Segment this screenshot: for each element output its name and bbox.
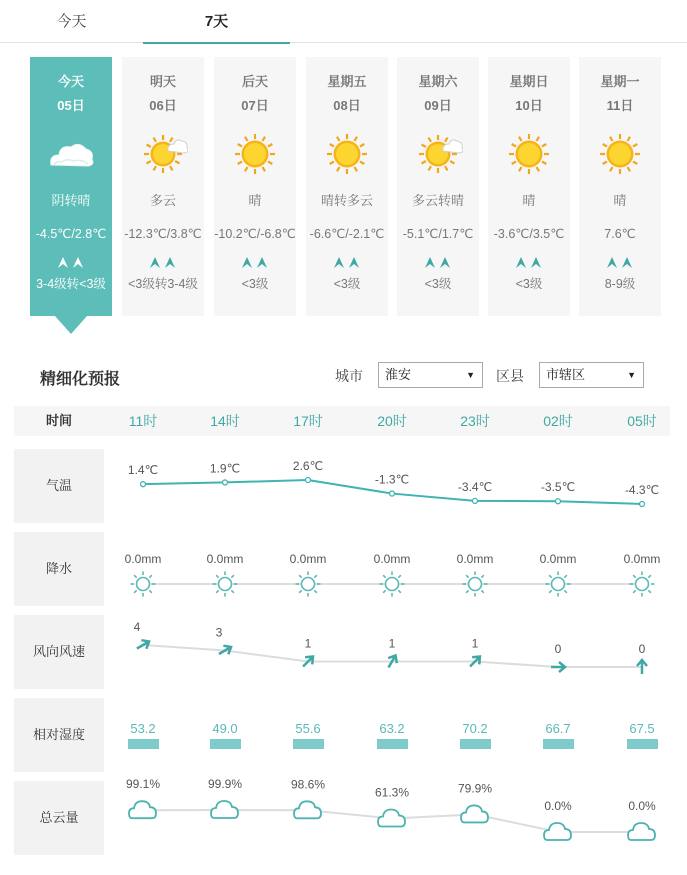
humidity-value: 53.2 <box>130 721 156 736</box>
humidity-value: 49.0 <box>212 721 238 736</box>
day-name: 星期日 <box>509 74 549 89</box>
sun-outline-icon <box>213 572 238 597</box>
humidity-bar <box>293 739 324 749</box>
weather-description: 多云 <box>149 193 176 208</box>
temperature-value: -3.5℃ <box>540 480 576 495</box>
temperature-range: -3.6℃/3.5℃ <box>493 227 565 241</box>
cloud-outline-icon <box>211 801 238 818</box>
day-date: 07日 <box>241 98 269 113</box>
weather-description: 阴转晴 <box>51 193 91 208</box>
trend-line <box>143 480 642 504</box>
sun-outline-icon <box>546 572 571 597</box>
county-select[interactable] <box>539 362 644 388</box>
wind-arrow-icon <box>216 643 233 659</box>
wind-arrow-icon <box>551 662 565 672</box>
sun-outline-icon <box>380 572 405 597</box>
cloud-cover-value: 0.0% <box>544 799 572 813</box>
wind-level: <3级 <box>424 277 452 291</box>
city-label: 城市 <box>335 368 363 384</box>
partly-cloudy-icon <box>138 129 188 179</box>
wind-speed-value: 1 <box>471 636 479 651</box>
cloud-outline-icon <box>628 823 655 840</box>
day-card[interactable] <box>30 57 112 316</box>
humidity-value: 66.7 <box>545 721 571 736</box>
wind-direction <box>122 256 204 270</box>
wind-direction <box>306 256 388 270</box>
time-cell: 23时 <box>460 413 490 429</box>
day-name: 星期一 <box>600 74 640 89</box>
humidity-bar <box>210 739 241 749</box>
day-date: 06日 <box>149 98 177 113</box>
precipitation-value: 0.0mm <box>124 552 162 566</box>
wind-direction <box>214 256 296 270</box>
sun-icon <box>322 129 372 179</box>
wind-arrow-icon <box>134 637 151 653</box>
wind-direction-icon <box>332 256 362 270</box>
wind-direction-icon <box>423 256 453 270</box>
precipitation-value: 0.0mm <box>206 552 244 566</box>
temperature-range: -12.3℃/3.8℃ <box>124 227 202 241</box>
cloud-cover-value: 99.9% <box>207 777 243 792</box>
county-select-value: 市辖区 <box>546 367 586 382</box>
day-date: 05日 <box>57 98 85 113</box>
time-cell: 02时 <box>543 413 573 429</box>
partly-cloudy-icon <box>413 129 463 179</box>
temperature-value: -1.3℃ <box>374 472 410 487</box>
time-header-label: 时间 <box>45 413 72 428</box>
time-cell: 11时 <box>128 413 158 429</box>
city-select[interactable] <box>378 362 483 388</box>
fine-forecast-title: 精细化预报 <box>40 371 121 388</box>
temperature-value: 1.9℃ <box>209 461 241 476</box>
day-name: 星期五 <box>327 74 367 89</box>
sun-icon <box>230 129 280 179</box>
wind-speed-value: 3 <box>215 625 223 640</box>
sun-outline-icon <box>131 572 156 597</box>
cloud-cover-value: 79.9% <box>457 781 493 796</box>
humidity-value: 55.6 <box>295 721 321 736</box>
cloud-outline-icon <box>129 801 156 818</box>
precipitation-value: 0.0mm <box>623 552 661 566</box>
wind-direction-icon <box>605 256 635 270</box>
temperature-range: 7.6℃ <box>604 227 636 241</box>
wind-speed-value: 4 <box>133 620 141 634</box>
weather-icon <box>230 129 280 179</box>
weather-description: 晴转多云 <box>320 193 373 208</box>
cloud-outline-icon <box>378 810 405 827</box>
weather-icon <box>504 129 554 179</box>
wind-direction <box>397 256 479 270</box>
cloud-cover-value: 0.0% <box>628 799 656 813</box>
row-label-temperature: 气温 <box>14 449 104 523</box>
trend-line <box>143 810 642 832</box>
humidity-value: 70.2 <box>462 721 488 736</box>
sun-outline-icon <box>463 572 488 597</box>
weather-description: 晴 <box>613 193 627 208</box>
day-card[interactable] <box>579 57 661 316</box>
weather-icon <box>413 129 463 179</box>
weather-description: 多云转晴 <box>411 193 464 208</box>
time-cell: 05时 <box>627 413 657 429</box>
row-label-cloud: 总云量 <box>14 781 104 855</box>
weather-icon <box>138 129 188 179</box>
wind-level: <3级转3-4级 <box>128 277 198 291</box>
sun-outline-icon <box>630 572 655 597</box>
temperature-point <box>223 480 228 485</box>
humidity-bar <box>128 739 159 749</box>
trend-line <box>143 645 642 667</box>
temperature-point <box>390 491 395 496</box>
city-select-value: 淮安 <box>385 367 412 382</box>
day-card[interactable] <box>122 57 204 316</box>
humidity-value: 63.2 <box>379 721 405 736</box>
temperature-point <box>640 502 645 507</box>
day-date: 11日 <box>606 98 634 113</box>
county-label: 区县 <box>496 368 524 384</box>
dropdown-caret-icon: ▼ <box>466 370 475 380</box>
precipitation-value: 0.0mm <box>289 552 327 566</box>
temperature-value: -3.4℃ <box>457 479 493 494</box>
day-card[interactable] <box>397 57 479 316</box>
row-label-precipitation: 降水 <box>14 532 104 606</box>
day-card[interactable] <box>214 57 296 316</box>
temperature-range: -4.5℃/2.8℃ <box>35 227 107 241</box>
cloud-outline-icon <box>461 805 488 822</box>
weather-icon <box>46 129 96 179</box>
sun-outline-icon <box>296 572 321 597</box>
day-date: 09日 <box>424 98 452 113</box>
forecast-tabs <box>0 0 687 43</box>
wind-direction-icon <box>240 256 270 270</box>
temperature-range: -10.2℃/-6.8℃ <box>214 227 296 241</box>
wind-arrow-icon <box>467 653 484 670</box>
weather-description: 晴 <box>522 193 536 208</box>
wind-level: 3-4级转<3级 <box>36 277 106 291</box>
temperature-value: 1.4℃ <box>127 463 159 478</box>
temperature-point <box>306 478 311 483</box>
day-card[interactable] <box>488 57 570 316</box>
temperature-range: -6.6℃/-2.1℃ <box>309 227 385 241</box>
cloud-cover-value: 99.1% <box>125 777 161 792</box>
temperature-value: -4.3℃ <box>624 483 660 497</box>
sun-icon <box>595 129 645 179</box>
day-name: 后天 <box>241 74 268 89</box>
dropdown-caret-icon: ▼ <box>627 370 636 380</box>
sun-icon <box>504 129 554 179</box>
wind-level: <3级 <box>515 277 543 291</box>
day-date: 10日 <box>515 98 543 113</box>
wind-speed-value: 1 <box>304 636 312 651</box>
weather-icon <box>322 129 372 179</box>
weather-icon <box>595 129 645 179</box>
temperature-point <box>473 498 478 503</box>
wind-level: <3级 <box>333 277 361 291</box>
day-name: 今天 <box>57 74 84 89</box>
wind-direction <box>488 256 570 270</box>
tab-7-day[interactable]: 7天 <box>143 0 290 43</box>
wind-direction <box>579 256 661 270</box>
wind-direction-icon <box>148 256 178 270</box>
wind-direction-icon <box>56 256 86 270</box>
precipitation-value: 0.0mm <box>539 552 577 566</box>
cloud-cover-value: 98.6% <box>290 777 326 792</box>
cloud-icon <box>46 129 96 179</box>
wind-speed-value: 0 <box>554 642 562 656</box>
humidity-bar <box>377 739 408 749</box>
row-label-wind: 风向风速 <box>14 615 104 689</box>
wind-speed-value: 1 <box>388 636 396 651</box>
cloud-outline-icon <box>294 801 321 818</box>
daily-forecast-list <box>30 57 670 337</box>
wind-arrow-icon <box>384 653 400 670</box>
wind-direction-icon <box>514 256 544 270</box>
wind-level: 8-9级 <box>604 277 636 291</box>
day-name: 明天 <box>149 74 176 89</box>
humidity-bar <box>543 739 574 749</box>
cloud-outline-icon <box>544 823 571 840</box>
wind-direction <box>30 256 112 270</box>
time-header-row <box>14 406 670 436</box>
day-name: 星期六 <box>418 74 458 89</box>
day-date: 08日 <box>333 98 361 113</box>
weather-description: 晴 <box>248 193 262 208</box>
tab-today[interactable]: 今天 <box>56 13 87 30</box>
precipitation-value: 0.0mm <box>456 552 494 566</box>
humidity-bar <box>627 739 658 749</box>
humidity-value: 67.5 <box>629 721 655 736</box>
temperature-point <box>141 482 146 487</box>
wind-arrow-icon <box>637 660 647 674</box>
time-cell: 17时 <box>293 413 323 429</box>
wind-speed-value: 0 <box>638 642 646 656</box>
row-label-humidity: 相对湿度 <box>14 698 104 772</box>
time-cell: 14时 <box>210 413 240 429</box>
precipitation-value: 0.0mm <box>373 552 411 566</box>
time-cell: 20时 <box>377 413 407 429</box>
temperature-value: 2.6℃ <box>292 459 324 473</box>
temperature-point <box>556 499 561 504</box>
wind-level: <3级 <box>241 277 269 291</box>
wind-arrow-icon <box>300 653 317 670</box>
temperature-range: -5.1℃/1.7℃ <box>402 227 474 241</box>
day-card[interactable] <box>306 57 388 316</box>
cloud-cover-value: 61.3% <box>374 785 410 800</box>
humidity-bar <box>460 739 491 749</box>
